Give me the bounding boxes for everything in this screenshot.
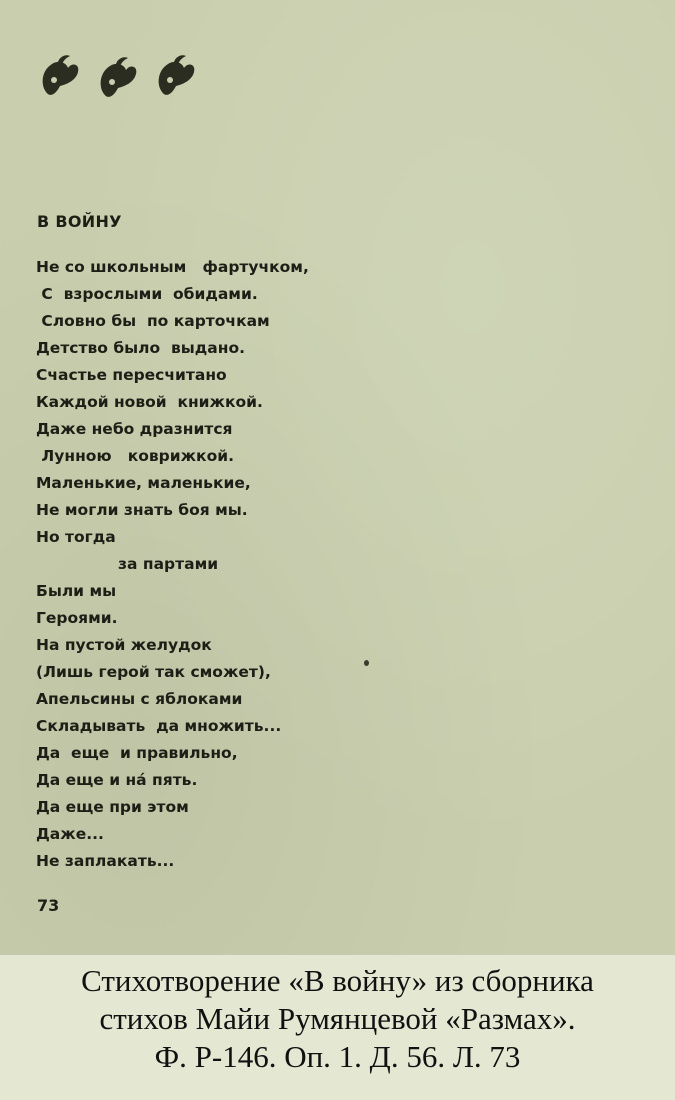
poem-line: Каждой новой книжкой. — [36, 393, 263, 411]
poem-body — [36, 254, 309, 875]
caption-line: стихов Майи Румянцевой «Размах». — [99, 1001, 576, 1036]
poem-line: Да еще и на́ пять. — [36, 771, 198, 789]
poem-line: Счастье пересчитано — [36, 366, 227, 384]
poem-line: Складывать да множить... — [36, 717, 282, 735]
poem-title: В ВОЙНУ — [37, 212, 122, 231]
ink-speck — [364, 660, 369, 666]
poem-line: Лунною коврижкой. — [36, 447, 234, 465]
poem-line: Не заплакать... — [36, 852, 175, 870]
page-number: 73 — [37, 896, 60, 915]
poem-line: Маленькие, маленькие, — [36, 474, 251, 492]
poem-line: Даже небо дразнится — [36, 420, 233, 438]
caption-line: Ф. Р-146. Оп. 1. Д. 56. Л. 73 — [154, 1039, 521, 1074]
poem-line: Апельсины с яблоками — [36, 690, 243, 708]
poem-line: Детство было выдано. — [36, 339, 246, 357]
caption-line: Стихотворение «В войну» из сборника — [81, 963, 594, 998]
leaf-ornament-icon — [34, 50, 204, 106]
poem-line: Но тогда — [36, 528, 116, 546]
poem-line: Словно бы по карточкам — [36, 312, 270, 330]
archive-caption — [0, 962, 675, 1076]
poem-line: Да еще и правильно, — [36, 744, 238, 762]
poem-line: за партами — [118, 555, 219, 573]
poem-line: Не могли знать боя мы. — [36, 501, 248, 519]
poem-line: Даже... — [36, 825, 104, 843]
poem-line: (Лишь герой так сможет), — [36, 663, 271, 681]
poem-line: Не со школьным фартучком, — [36, 258, 309, 276]
poem-line: Были мы — [36, 582, 117, 600]
poem-line: Да еще при этом — [36, 798, 189, 816]
poem-line: На пустой желудок — [36, 636, 212, 654]
poem-line: Героями. — [36, 609, 118, 627]
poem-line: С взрослыми обидами. — [36, 285, 258, 303]
